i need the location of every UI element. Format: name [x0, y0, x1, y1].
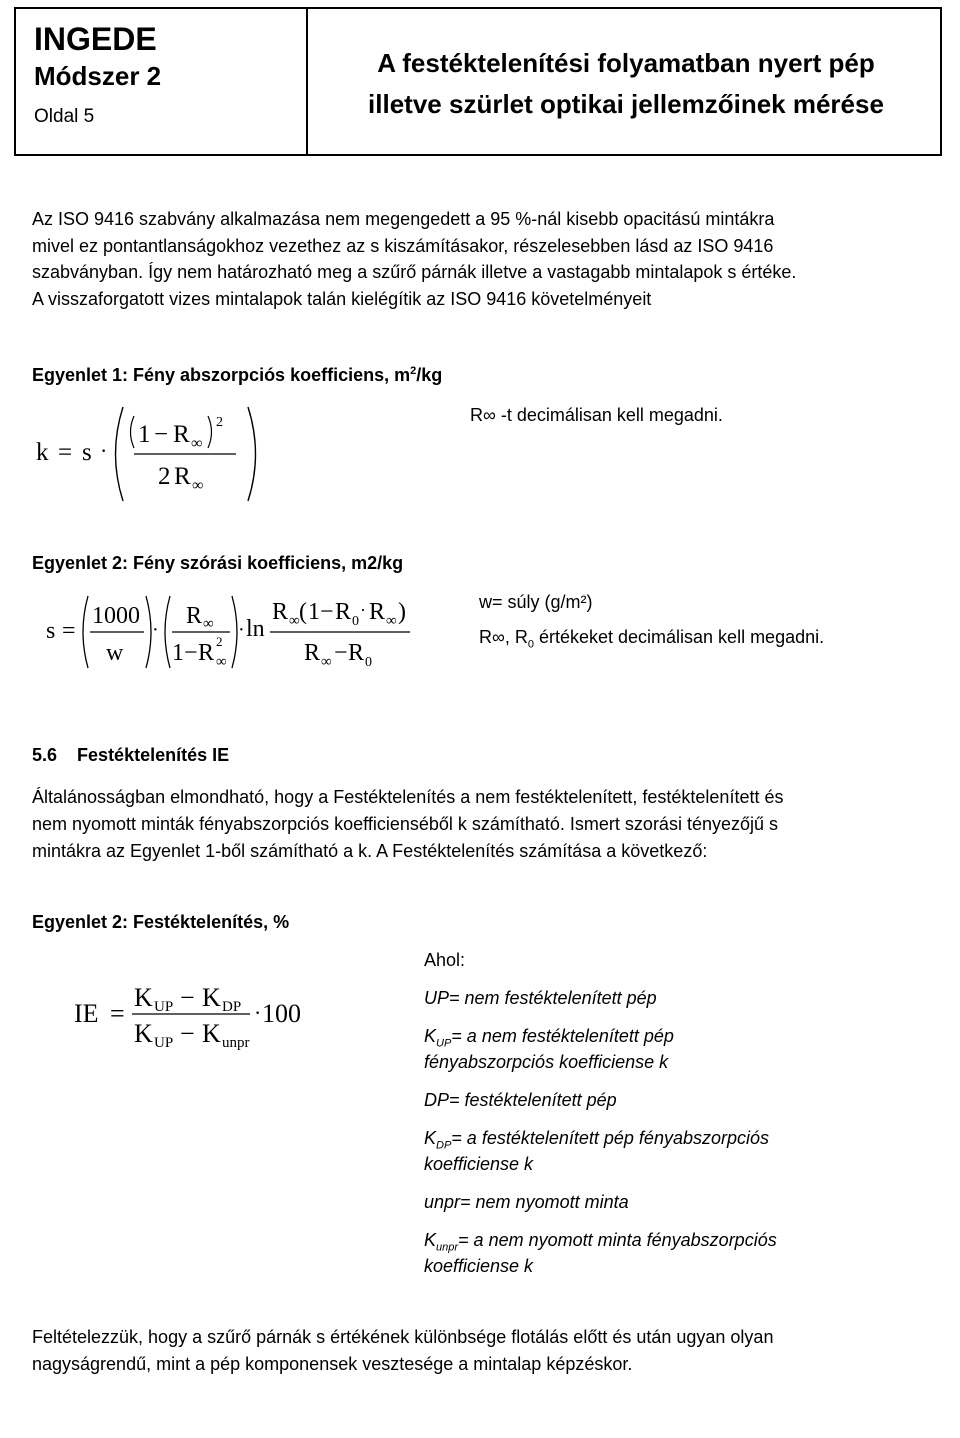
equation-2-heading: Egyenlet 2: Fény szórási koefficiens, m2/kg [32, 553, 404, 573]
formula-equals: = [110, 999, 125, 1028]
formula-multiply-dot: · [100, 438, 108, 463]
definition-k-dp-line-2: koefficiense k [424, 1154, 534, 1174]
ln-numerator-infinity-2: ∞ [386, 613, 397, 629]
denominator-up-sub: UP [154, 1035, 174, 1051]
intro-line-4: A visszaforgatott vizes mintalapok talán kielégítik az ISO 9416 követelményeit [32, 288, 652, 309]
ln-numerator-one: 1 [308, 599, 320, 625]
definition-unpr: unpr= nem nyomott minta [424, 1192, 629, 1212]
denominator-infinity: ∞ [216, 654, 227, 670]
method-label: Módszer 2 [34, 61, 162, 91]
multiply-dot-1: · [152, 619, 159, 641]
denominator-one: 1 [172, 640, 184, 666]
equation-3-heading: Egyenlet 2: Festéktelenítés, % [32, 912, 290, 932]
inner-left-paren [131, 416, 135, 448]
section-paragraph [32, 784, 912, 865]
definition-up: UP= nem festéktelenített pép [424, 988, 657, 1008]
formula-equals: = [58, 439, 73, 466]
definition-k-up-sub: UP [436, 1037, 452, 1050]
numerator-r: R [173, 421, 190, 448]
right-paren-2 [232, 596, 237, 668]
organization-name: INGEDE [34, 21, 157, 57]
header-divider [306, 9, 308, 154]
numerator-1000: 1000 [92, 603, 140, 629]
definition-k-unpr-text: = a nem nyomott minta fényabszorpciós [458, 1230, 777, 1250]
equation-2-note-decimals [479, 624, 824, 650]
definition-k-unpr-sub: unpr [436, 1241, 459, 1254]
numerator-k-up: K [134, 983, 153, 1012]
denominator-k-up: K [134, 1019, 153, 1048]
natural-log: ln [246, 616, 265, 642]
multiply-dot: · [254, 1000, 262, 1025]
intro-paragraph [32, 206, 928, 312]
ln-denominator-minus: − [334, 640, 348, 666]
multiply-dot-2: · [238, 619, 245, 641]
equation-1-heading-text: Egyenlet 1: Fény abszorpciós koefficiens, m [32, 365, 411, 385]
ln-numerator-r-inf: R [369, 599, 386, 625]
denominator-k-unpr: K [202, 1019, 221, 1048]
note-subscript-zero: 0 [527, 638, 534, 651]
definition-k-unpr [424, 1227, 864, 1253]
definition-k-dp-symbol: K [424, 1128, 437, 1148]
section-number: 5.6 [32, 745, 58, 765]
ln-denominator-zero: 0 [365, 655, 372, 670]
definition-k-unpr-line-2: koefficiense k [424, 1256, 534, 1276]
definition-k-unpr-symbol: K [424, 1230, 437, 1250]
section-line-2: nem nyomott minták fényabszorpciós koefficienséből k számítható. Ismert szorási tényezőjű s [32, 814, 778, 834]
scattering-coefficient-formula [42, 588, 422, 684]
intro-line-1: Az ISO 9416 szabvány alkalmazása nem megengedett a 95 %-nál kisebb opacitású mintákra [32, 209, 775, 229]
page-number: Oldal 5 [34, 106, 95, 127]
denominator-r: R [174, 463, 191, 490]
numerator-minus: − [180, 983, 195, 1012]
note-symbols: R∞, R [479, 627, 528, 647]
closing-line-2: nagyságrendű, mint a pép komponensek vesztesége a mintalap képzéskor. [32, 1354, 633, 1374]
denominator-two: 2 [158, 463, 171, 490]
absorption-coefficient-formula [30, 402, 270, 506]
equation-2-note-weight: w= súly (g/m²) [479, 592, 593, 612]
numerator-one: 1 [138, 421, 151, 448]
denominator-square: 2 [216, 634, 223, 649]
ln-close-paren: ) [398, 599, 406, 625]
left-paren-2 [165, 596, 170, 668]
title-line-1: A festéktelenítési folyamatban nyert pép [377, 48, 875, 78]
denominator-minus: − [180, 1019, 195, 1048]
ln-numerator-infinity: ∞ [289, 613, 300, 629]
big-left-paren [116, 407, 124, 501]
equation-1-note: R∞ -t decimálisan kell megadni. [470, 405, 723, 425]
hundred: 100 [262, 999, 301, 1028]
definitions-list [424, 947, 864, 1279]
definition-k-dp-text: = a festéktelenített pép fényabszorpciós [451, 1128, 769, 1148]
definition-k-dp-sub: DP [436, 1139, 452, 1152]
title-line-2: illetve szürlet optikai jellemzőinek mérése [368, 89, 884, 119]
ln-numerator-minus: − [320, 599, 334, 625]
numerator-dp-sub: DP [222, 999, 242, 1015]
note-text: értékeket decimálisan kell megadni. [533, 627, 825, 647]
section-line-1: Általánosságban elmondható, hogy a Festéktelenítés a nem festéktelenített, festéktelenített és [32, 787, 784, 807]
ln-numerator-zero: 0 [352, 614, 359, 629]
definition-dp: DP= festéktelenített pép [424, 1090, 617, 1110]
numerator-minus: − [154, 421, 169, 448]
definition-k-up-line-2: fényabszorpciós koefficiense k [424, 1052, 669, 1072]
ln-open-paren: ( [299, 599, 307, 625]
right-paren-1 [146, 596, 151, 668]
formula-equals: = [62, 618, 76, 644]
section-heading [32, 745, 229, 766]
page-header [14, 7, 942, 156]
deinking-formula [74, 980, 324, 1060]
denominator-minus: − [184, 640, 198, 666]
equation-1-heading-unit: /kg [416, 365, 443, 385]
document-title [320, 43, 932, 125]
equation-1-heading [32, 365, 442, 386]
ln-numerator-dot: · [360, 600, 366, 620]
numerator-k-dp: K [202, 983, 221, 1012]
numerator-infinity: ∞ [191, 435, 203, 452]
numerator-infinity: ∞ [203, 616, 214, 632]
left-paren-1 [83, 596, 88, 668]
definition-k-dp [424, 1125, 864, 1151]
section-title: Festéktelenítés IE [77, 745, 230, 765]
definitions-intro: Ahol: [424, 950, 466, 970]
numerator-r: R [186, 603, 203, 629]
intro-line-2: mivel ez pontantlanságokhoz vezethez az s kiszámításakor, részelesebben lásd az ISO 9416 [32, 235, 774, 256]
closing-paragraph [32, 1324, 912, 1378]
formula-s-symbol: s [82, 439, 92, 466]
big-right-paren [248, 407, 256, 501]
numerator-up-sub: UP [154, 999, 174, 1015]
definition-k-up-symbol: K [424, 1026, 437, 1046]
definition-k-up-text: = a nem festéktelenített pép [451, 1026, 674, 1046]
header-meta [34, 21, 161, 129]
ln-denominator-infinity: ∞ [321, 654, 332, 670]
ln-denominator-r0: R [348, 640, 365, 666]
denominator-unpr-sub: unpr [222, 1035, 250, 1051]
formula-ie-symbol: IE [74, 999, 99, 1028]
formula-s-symbol: s [46, 618, 56, 644]
section-line-3: mintákra az Egyenlet 1-ből számítható a k. A Festéktelenítés számítása a következő: [32, 841, 708, 861]
formula-k-symbol: k [36, 439, 49, 466]
numerator-square: 2 [216, 415, 223, 430]
closing-line-1: Feltételezzük, hogy a szűrő párnák s értékének különbsége flotálás előtt és után ugyan olyan [32, 1327, 774, 1347]
denominator-r: R [198, 640, 215, 666]
intro-line-3: szabványban. Így nem határozható meg a szűrő párnák illetve a vastagabb mintalapok s értéke. [32, 262, 797, 282]
ln-denominator-r: R [304, 640, 321, 666]
definition-k-up [424, 1023, 864, 1049]
denominator-w: w [106, 640, 124, 666]
denominator-infinity: ∞ [192, 477, 204, 494]
ln-numerator-r0: R [335, 599, 352, 625]
inner-right-paren [208, 416, 212, 448]
ln-numerator-r: R [272, 599, 289, 625]
equation-1-heading-sup: 2 [410, 365, 417, 377]
